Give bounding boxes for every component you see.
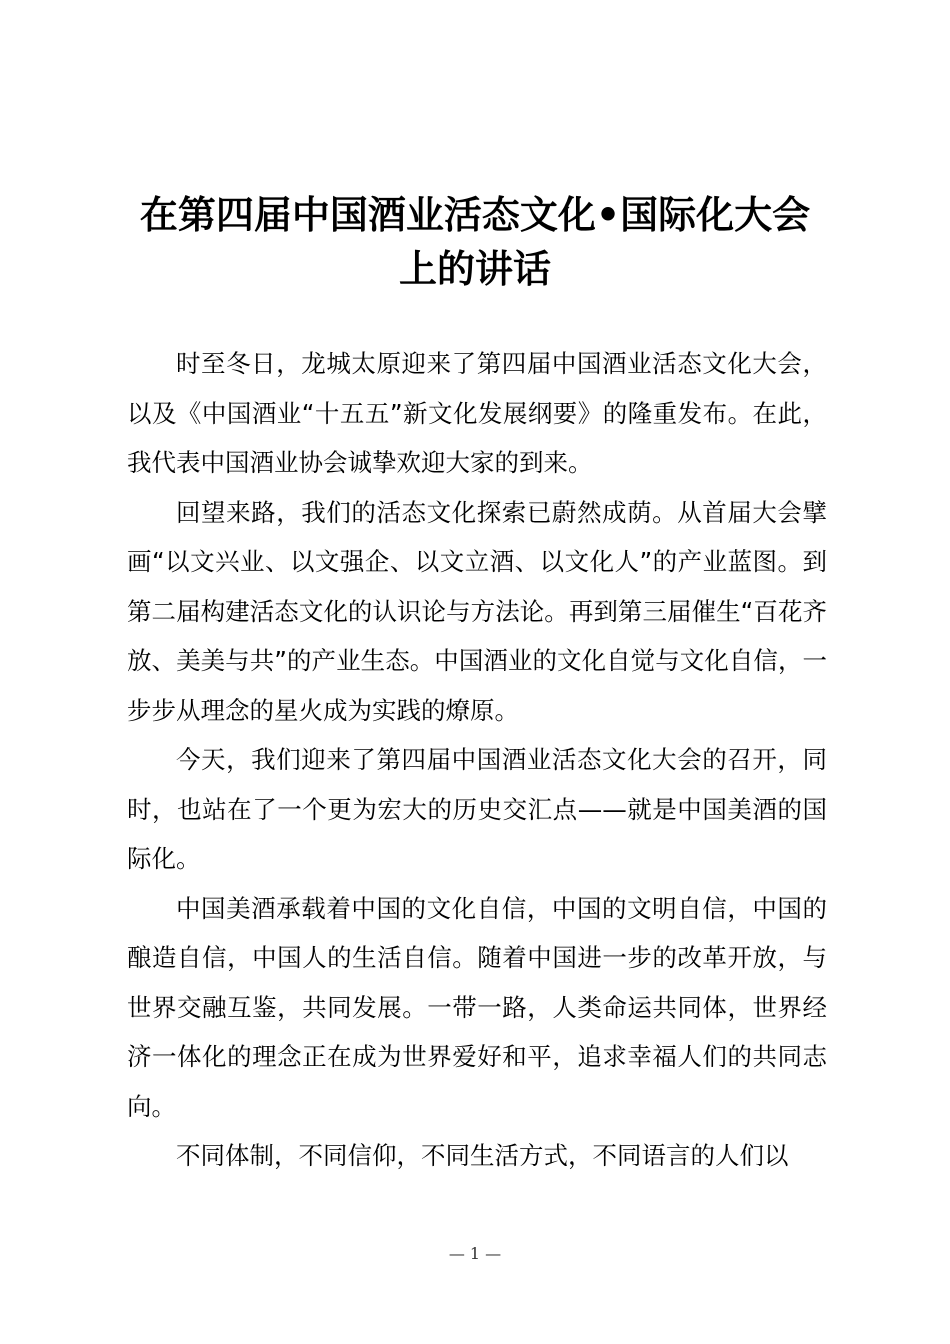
document-body [127,339,827,1181]
paragraph-5: 不同体制，不同信仰，不同生活方式，不同语言的人们以 [176,1141,789,1170]
document-title [100,188,850,296]
title-line-1: 在第四届中国酒业活态文化•国际化大会 [139,192,811,237]
page-number: — 1 — [448,1244,502,1263]
paragraph-1: 时至冬日，龙城太原迎来了第四届中国酒业活态文化大会，以及《中国酒业“十五五”新文化发展纲要》的隆重发布。在此，我代表中国酒业协会诚挚欢迎大家的到来。 [127,349,827,477]
paragraph-4: 中国美酒承载着中国的文化自信，中国的文明自信，中国的酿造自信，中国人的生活自信。随着中国进一步的改革开放，与世界交融互鉴，共同发展。一带一路，人类命运共同体，世界经济一体化的理念正在成为世界爱好和平，追求幸福人们的共同志向。 [127,893,827,1121]
paragraph-2: 回望来路，我们的活态文化探索已蔚然成荫。从首届大会擘画“以文兴业、以文强企、以文立酒、以文化人”的产业蓝图。到第二届构建活态文化的认识论与方法论。再到第三届催生“百花齐放、美美与共”的产业生态。中国酒业的文化自觉与文化自信，一步步从理念的星火成为实践的燎原。 [127,497,827,725]
title-line-2: 上的讲话 [398,246,551,291]
paragraph-3: 今天，我们迎来了第四届中国酒业活态文化大会的召开，同时，也站在了一个更为宏大的历史交汇点——就是中国美酒的国际化。 [127,745,827,873]
